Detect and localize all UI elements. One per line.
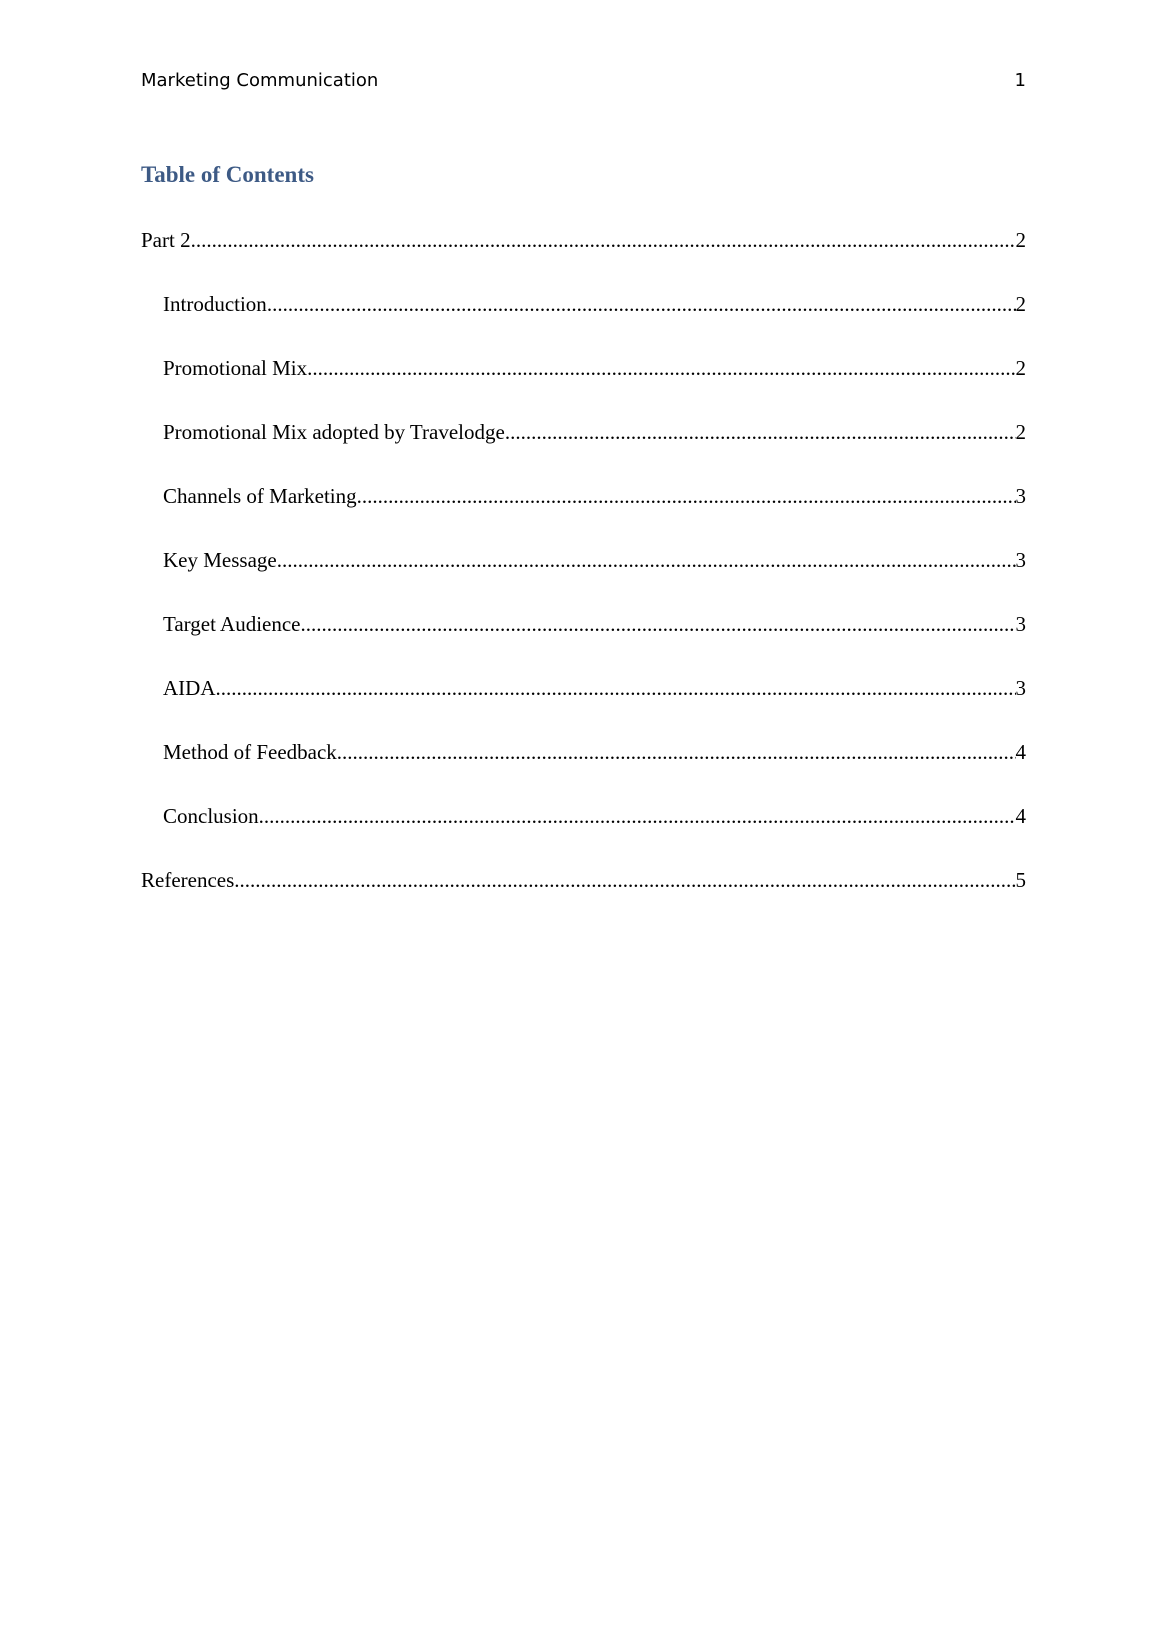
toc-entry-conclusion[interactable] xyxy=(141,804,1026,868)
toc-leader-dots xyxy=(216,676,1016,701)
toc-entry-part-2[interactable] xyxy=(141,228,1026,292)
toc-leader-dots xyxy=(277,548,1016,573)
toc-leader-dots xyxy=(357,484,1016,509)
table-of-contents xyxy=(141,228,1026,932)
toc-entry-label: References xyxy=(141,868,235,892)
toc-entry-page: 3 xyxy=(1015,484,1026,508)
header-title: Marketing Communication xyxy=(141,70,379,91)
toc-entry-page: 2 xyxy=(1015,228,1026,252)
toc-entry-page: 3 xyxy=(1015,548,1026,572)
toc-leader-dots xyxy=(337,740,1016,765)
toc-entry-key-message[interactable] xyxy=(141,548,1026,612)
toc-entry-promotional-mix[interactable] xyxy=(141,356,1026,420)
toc-entry-label: Target Audience xyxy=(163,612,301,636)
toc-entry-references[interactable] xyxy=(141,868,1026,932)
header-page-number: 1 xyxy=(1014,70,1026,91)
page-header xyxy=(141,70,1026,96)
toc-entry-promotional-mix-travelodge[interactable] xyxy=(141,420,1026,484)
toc-leader-dots xyxy=(259,804,1016,829)
toc-entry-page: 2 xyxy=(1015,292,1026,316)
toc-entry-page: 2 xyxy=(1015,356,1026,380)
toc-entry-page: 2 xyxy=(1015,420,1026,444)
toc-entry-label: Channels of Marketing xyxy=(163,484,357,508)
toc-leader-dots xyxy=(301,612,1016,637)
toc-entry-page: 3 xyxy=(1015,676,1026,700)
toc-entry-label: AIDA xyxy=(163,676,216,700)
toc-leader-dots xyxy=(267,292,1016,317)
toc-entry-target-audience[interactable] xyxy=(141,612,1026,676)
toc-entry-label: Conclusion xyxy=(163,804,259,828)
toc-entry-label: Promotional Mix adopted by Travelodge xyxy=(163,420,505,444)
toc-leader-dots xyxy=(307,356,1015,381)
toc-entry-label: Method of Feedback xyxy=(163,740,337,764)
toc-entry-page: 3 xyxy=(1015,612,1026,636)
toc-entry-page: 4 xyxy=(1015,804,1026,828)
toc-entry-introduction[interactable] xyxy=(141,292,1026,356)
toc-entry-label: Part 2 xyxy=(141,228,191,252)
toc-entry-method-of-feedback[interactable] xyxy=(141,740,1026,804)
toc-entry-aida[interactable] xyxy=(141,676,1026,740)
toc-entry-page: 4 xyxy=(1015,740,1026,764)
toc-entry-label: Key Message xyxy=(163,548,277,572)
toc-leader-dots xyxy=(191,228,1016,253)
toc-entry-label: Promotional Mix xyxy=(163,356,308,380)
toc-entry-channels-of-marketing[interactable] xyxy=(141,484,1026,548)
toc-heading: Table of Contents xyxy=(141,162,314,187)
toc-entry-label: Introduction xyxy=(163,292,267,316)
toc-leader-dots xyxy=(234,868,1015,893)
toc-entry-page: 5 xyxy=(1015,868,1026,892)
toc-leader-dots xyxy=(505,420,1016,445)
